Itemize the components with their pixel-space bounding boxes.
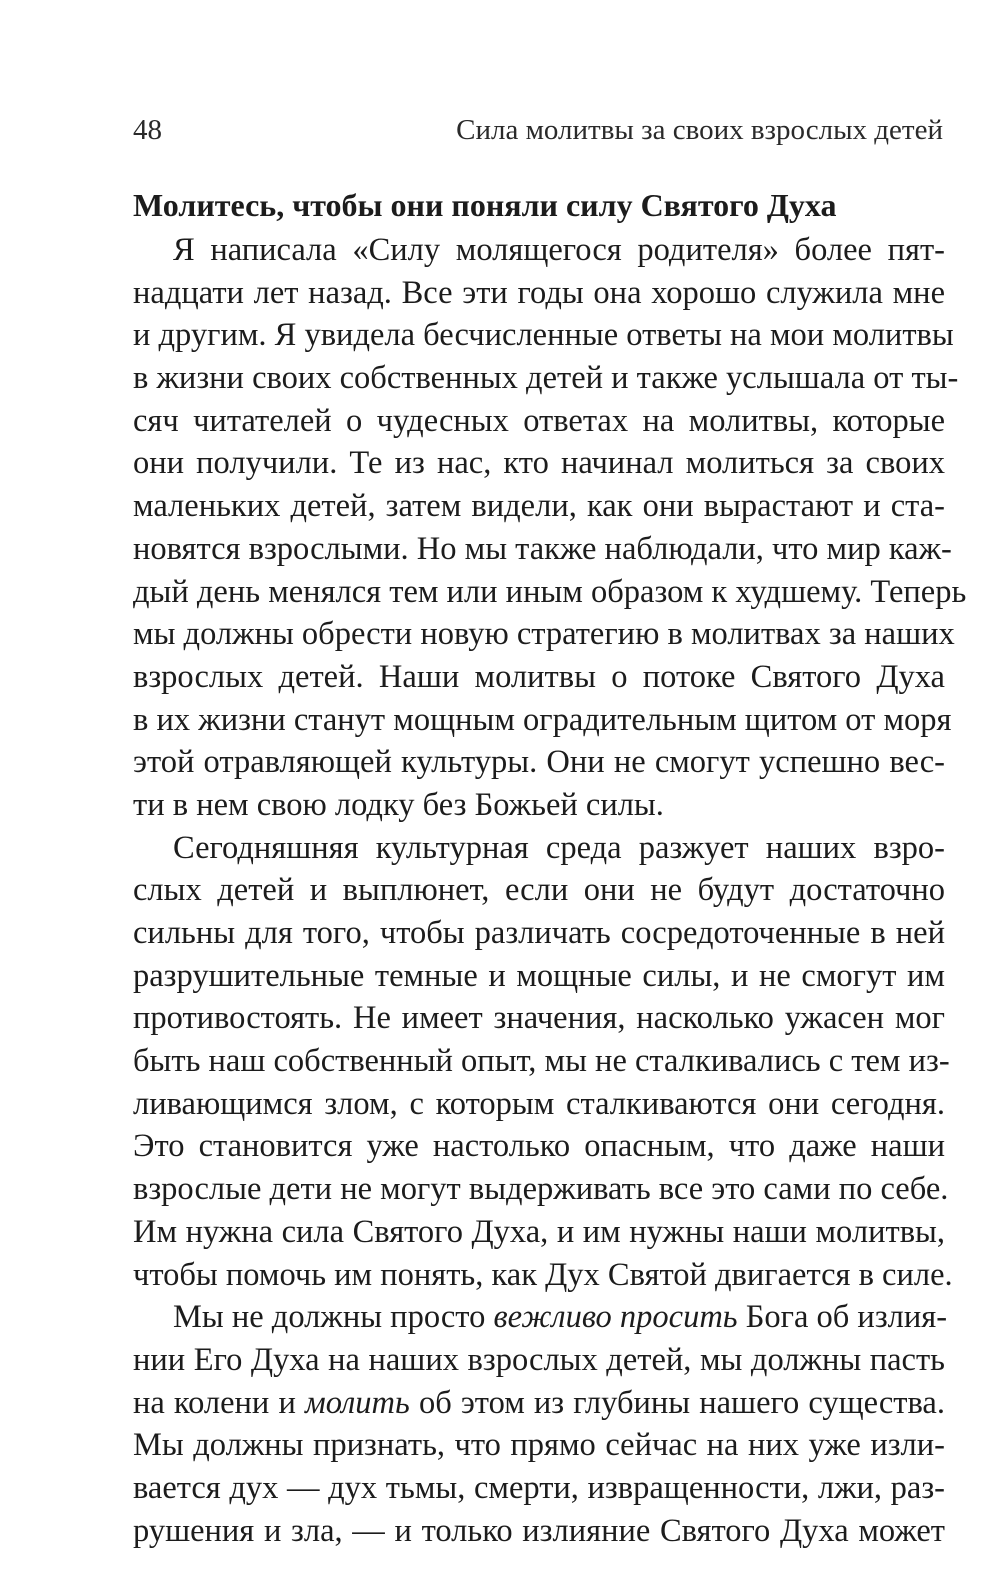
text-line: чтобы помочь им понять, как Дух Святой двигается в силе. xyxy=(133,1256,953,1293)
text-run: на колени и xyxy=(133,1384,305,1421)
text-line: взрослых детей. Наши молитвы о потоке Святого Духа xyxy=(133,658,945,695)
text-line: сяч читателей о чудесных ответах на молитвы, которые xyxy=(133,402,945,439)
text-line: дый день менялся тем или иным образом к худшему. Теперь xyxy=(133,573,967,610)
text-line xyxy=(133,1296,948,1339)
text-line: Это становится уже настолько опасным, что даже наши xyxy=(133,1128,945,1165)
text-line: Мы должны признать, что прямо сейчас на них уже изли- xyxy=(133,1427,945,1464)
text-line: надцати лет назад. Все эти годы она хорошо служила мне xyxy=(133,274,945,311)
running-header xyxy=(133,110,943,150)
text-line xyxy=(133,1382,945,1425)
text-line: новятся взрослыми. Но мы также наблюдали, что мир каж- xyxy=(133,530,952,567)
text-line: ти в нем свою лодку без Божьей силы. xyxy=(133,786,664,823)
italic-emphasis: вежливо просить xyxy=(493,1299,738,1336)
running-title: Сила молитвы за своих взрослых детей xyxy=(456,114,943,146)
text-run: об этом из глубины нашего существа. xyxy=(409,1384,945,1421)
text-run: Мы не должны просто xyxy=(173,1299,494,1336)
text-line: Я написала «Силу молящегося родителя» более пят- xyxy=(173,232,945,268)
text-line: в их жизни станут мощным оградительным щитом от моря xyxy=(133,701,952,738)
text-line: в жизни своих собственных детей и также услышала от ты- xyxy=(133,360,959,397)
text-line: рушения и зла, — и только излияние Святого Духа может xyxy=(133,1512,945,1549)
paragraph-2 xyxy=(133,827,953,1297)
text-line: сильны для того, чтобы различать сосредоточенные в ней xyxy=(133,915,945,951)
text-line: быть наш собственный опыт, мы не сталкивались с тем из- xyxy=(133,1043,950,1080)
paragraph-1 xyxy=(133,229,967,827)
text-line: вается дух — дух тьмы, смерти, извращенности, лжи, раз- xyxy=(133,1469,945,1506)
italic-emphasis: молить xyxy=(304,1384,410,1421)
text-line: они получили. Те из нас, кто начинал молиться за своих xyxy=(133,445,945,482)
page-content xyxy=(133,183,967,1552)
text-line: Сегодняшняя культурная среда разжует наших взро- xyxy=(173,829,945,866)
page-number: 48 xyxy=(133,114,162,146)
text-line: нии Его Духа на наших взрослых детей, мы должны пасть xyxy=(133,1341,945,1378)
text-line: маленьких детей, затем видели, как они вырастают и ста- xyxy=(133,488,945,525)
text-line: слых детей и выплюнет, если они не будут достаточно xyxy=(133,872,945,909)
text-line: ливающимся злом, с которым сталкиваются они сегодня. xyxy=(133,1085,945,1122)
text-line: Им нужна сила Святого Духа, и им нужны наши молитвы, xyxy=(133,1213,945,1250)
text-line: противостоять. Не имеет значения, насколько ужасен мог xyxy=(133,1000,945,1037)
text-line: мы должны обрести новую стратегию в молитвах за наших xyxy=(133,616,955,653)
text-line: этой отравляющей культуры. Они не смогут успешно вес- xyxy=(133,744,945,781)
text-line: разрушительные темные и мощные силы, и не смогут им xyxy=(133,957,945,994)
text-line: и другим. Я увидела бесчисленные ответы на мои молитвы xyxy=(133,317,954,354)
text-line: взрослые дети не могут выдерживать все это сами по себе. xyxy=(133,1171,949,1208)
section-heading: Молитесь, чтобы они поняли силу Святого Духа xyxy=(133,187,837,223)
paragraph-3 xyxy=(133,1296,948,1552)
text-run: Бога об излия- xyxy=(737,1299,948,1336)
